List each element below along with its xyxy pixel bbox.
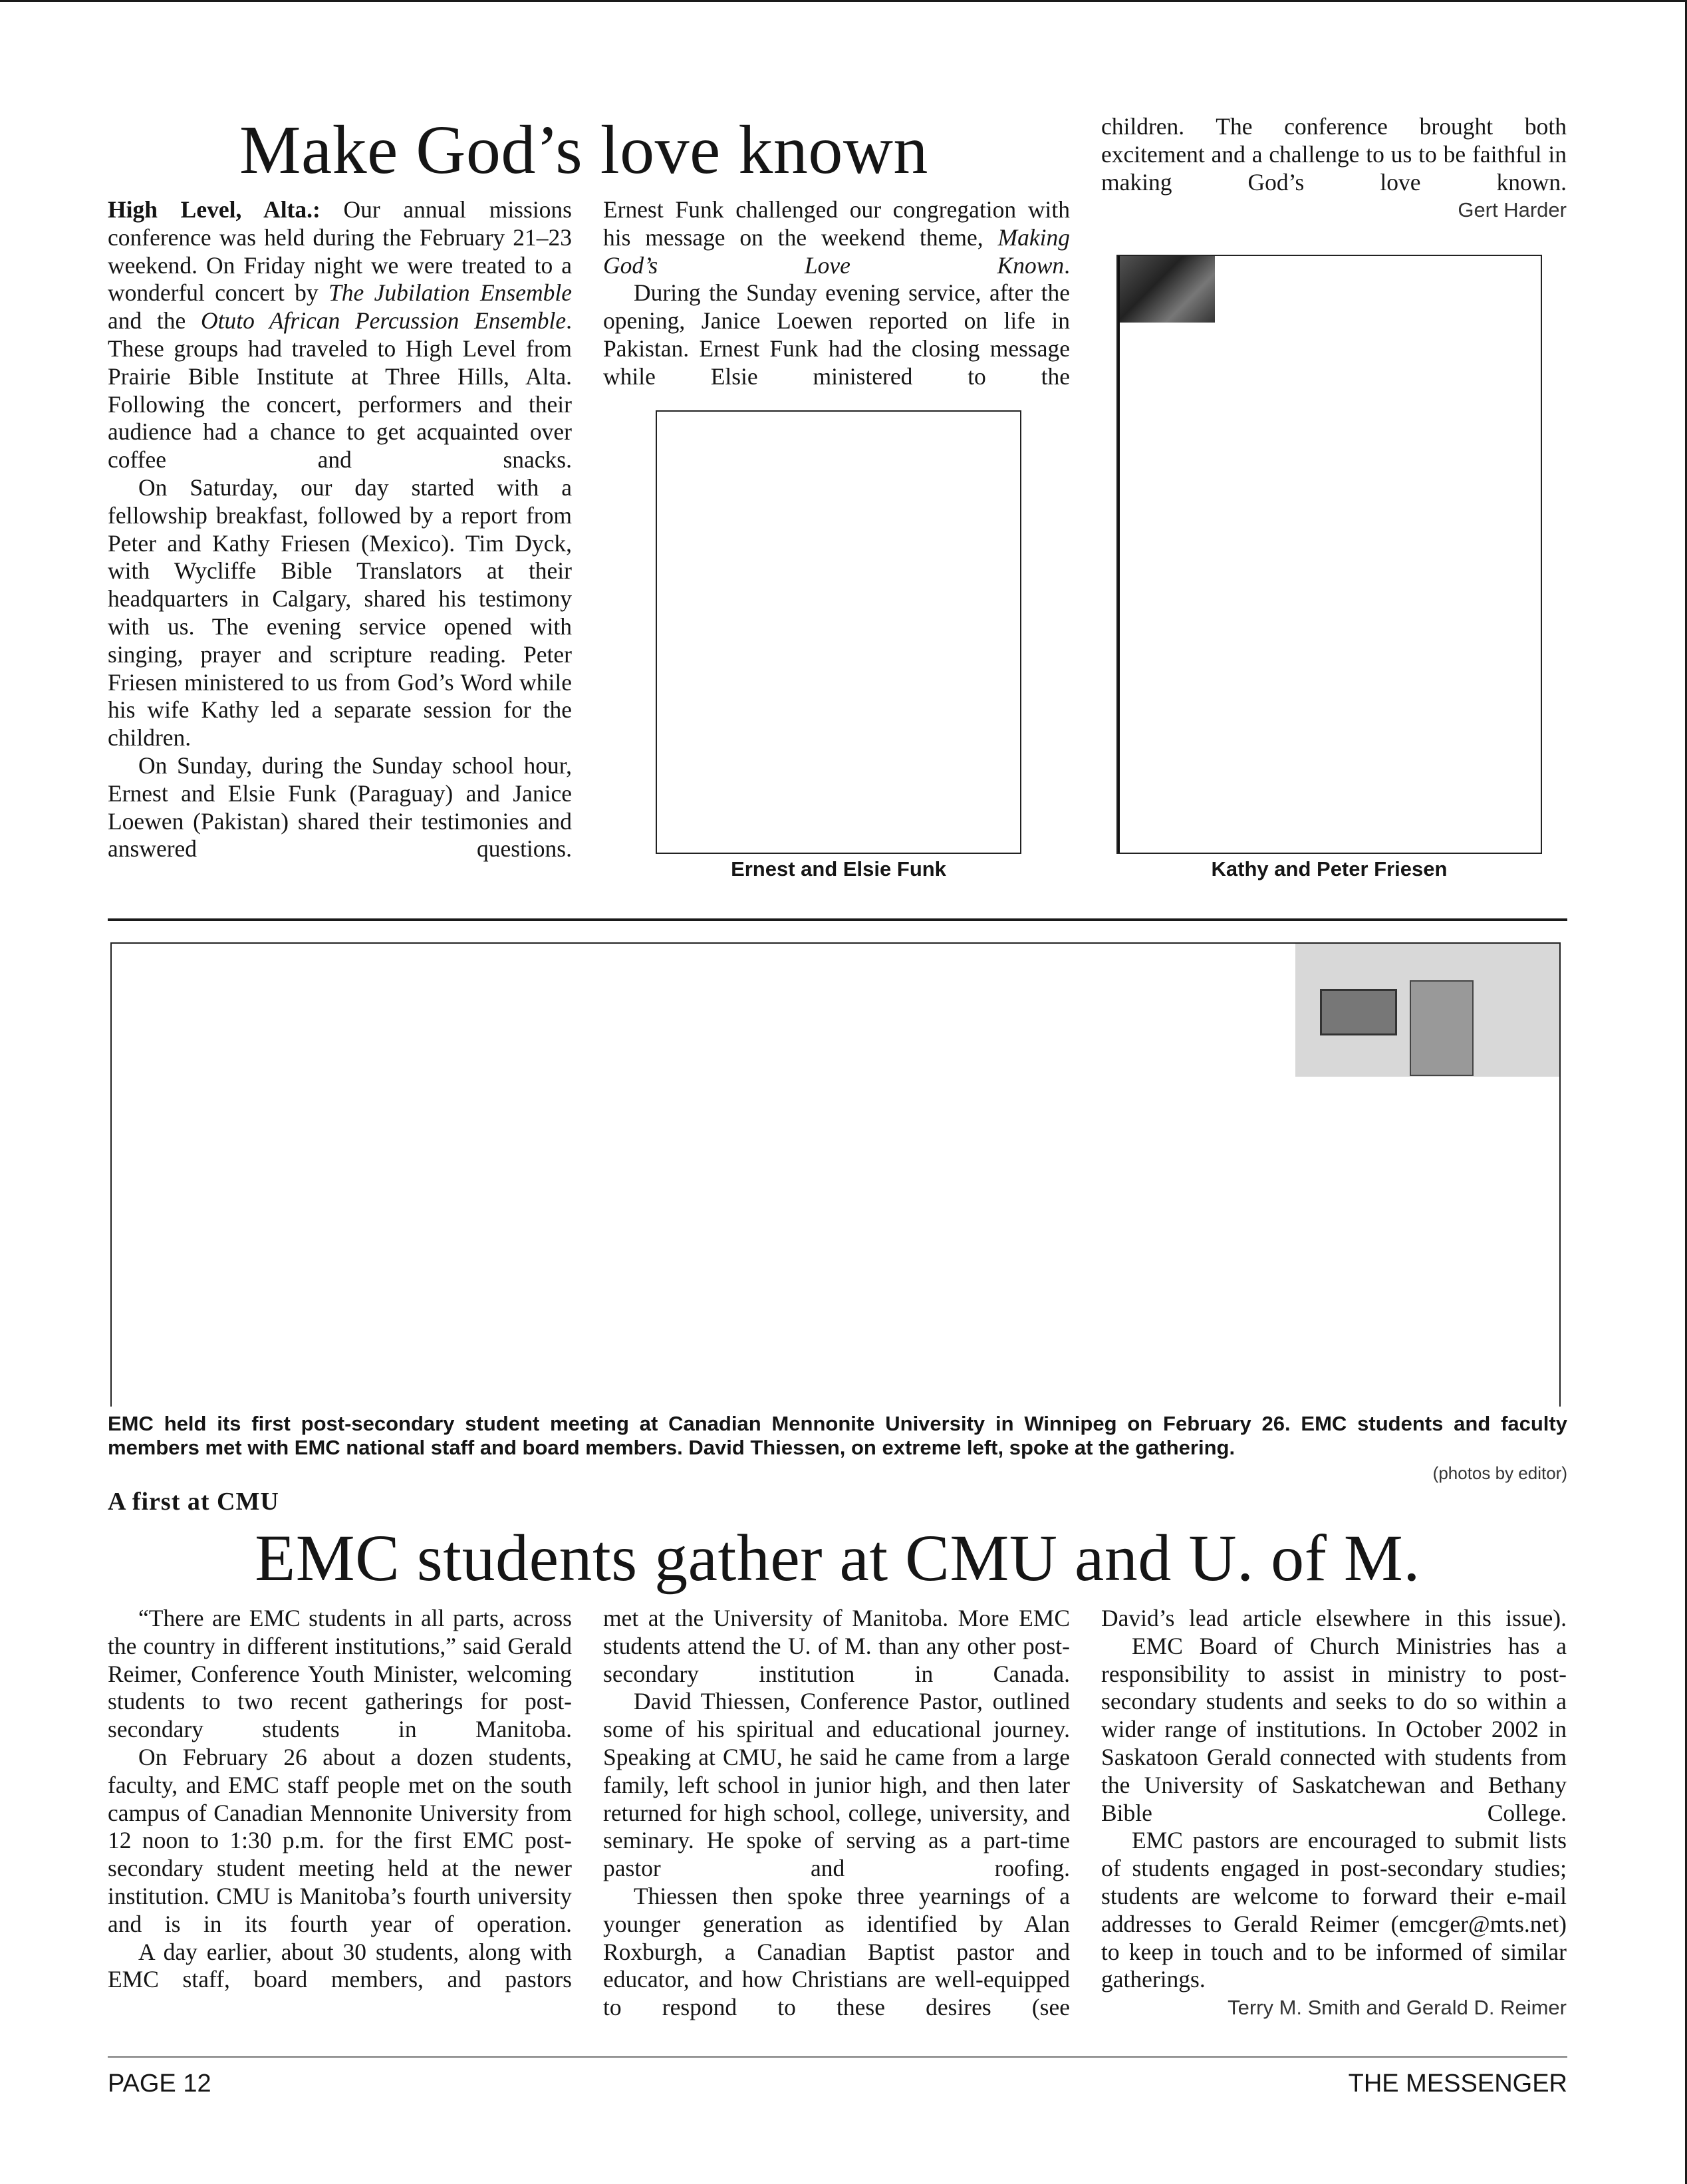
article2-headline: EMC students gather at CMU and U. of M. (255, 1521, 1420, 1595)
article2-column-3: David’s lead article elsewhere in this issue). EMC Board of Church Ministries has a responsibility to assist in ministry to post-secondary students and seeks to do so within a wider range of institutions. In October 2002 in Saskatoon Gerald connected with students from the University of Saskatchewan and Bethany Bible College. EMC pastors are encouraged to submit lists of students engaged in post-secondary studies; students are welcome to forward their e-mail addresses to Gerald Reimer (emcger@mts.net) to keep in touch and to be informed of similar gatherings. Terry M. Smith and Gerald D. Reimer (1101, 1605, 1567, 2022)
photo-fragment (1118, 256, 1215, 323)
page-number: PAGE 12 (108, 2070, 211, 2098)
article1-signature: Gert Harder (1458, 198, 1567, 222)
footer-rule (108, 2056, 1567, 2058)
article1-column-3: children. The conference brought both excitement and a challenge to us to be faithful in making God’s love known. Gert Harder (1101, 113, 1567, 224)
photo-credit: (photos by editor) (1432, 1463, 1567, 1483)
article1-column-2: Ernest Funk challenged our congregation with his message on the weekend theme, Making God’s Love Known. During the Sunday evening service, after the opening, Janice Loewen reported on life in Pakistan. Ernest Funk had the closing message while Elsie ministered to the (603, 196, 1070, 390)
article2-column-2: met at the University of Manitoba. More EMC students attend the U. of M. than any other post-secondary institution in Canada. David Thiessen, Conference Pastor, outlined some of his spiritual and educational journey. Speaking at CMU, he said he came from a large family, left school in junior high, and then later returned for high school, college, university, and seminary. He spoke of serving as a part-time pastor and roofing. Thiessen then spoke three yearnings of a younger generation as identified by Alan Roxburgh, a Canadian Baptist pastor and educator, and how Christians are well-equipped to respond to these desires (see (603, 1605, 1070, 2021)
photo-blank-overlay (112, 944, 1295, 1407)
wall-poster (1320, 989, 1397, 1035)
wall-poster (1410, 980, 1474, 1076)
dateline: High Level, Alta.: (108, 196, 321, 223)
article1-column-1: High Level, Alta.: Our annual missions conference was held during the February 21–23 weekend. On Friday night we were treated to a wonderful concert by The Jubilation Ensemble and the Otuto African Percussion Ensemble. These groups had traveled to High Level from Prairie Bible Institute at Three Hills, Alta. Following the concert, performers and their audience had a chance to get acquainted over coffee and snacks. On Saturday, our day started with a fellowship breakfast, followed by a report from Peter and Kathy Friesen (Mexico). Tim Dyck, with Wycliffe Bible Translators at their headquarters in Calgary, shared his testimony with us. The evening service opened with singing, prayer and scripture reading. Peter Friesen ministered to us from God’s Word while his wife Kathy led a separate session for the children. On Sunday, during the Sunday school hour, Ernest and Elsie Funk (Paraguay) and Janice Loewen (Pakistan) shared their testimonies and answered questions. (108, 196, 572, 863)
photo-caption-funk: Ernest and Elsie Funk (731, 857, 946, 881)
group-photo-caption: EMC held its first post-secondary student meeting at Canadian Mennonite University in Winnipeg on February 26. EMC students and faculty members met with EMC national staff and board members. David Thiessen, on extreme left, spoke at the gathering. (108, 1412, 1567, 1459)
photo-edge (1118, 256, 1120, 853)
group-photo-cmu (110, 942, 1561, 1407)
photo-kathy-peter-friesen (1116, 255, 1542, 854)
top-border (0, 0, 1687, 2)
photo-wall-fragment (1293, 944, 1559, 1077)
photo-caption-friesen: Kathy and Peter Friesen (1211, 857, 1448, 881)
article2-kicker: A first at CMU (108, 1488, 279, 1516)
photo-blank-overlay (1293, 1077, 1559, 1407)
photo-ernest-elsie-funk (656, 410, 1021, 854)
article1-headline: Make God’s love known (239, 112, 928, 188)
article2-signature: Terry M. Smith and Gerald D. Reimer (1228, 1996, 1567, 2020)
section-divider (108, 918, 1567, 921)
article2-column-1: “There are EMC students in all parts, across the country in different institutions,” said Gerald Reimer, Conference Youth Minister, welcoming students to two recent gatherings for post-secondary students in Manitoba. On February 26 about a dozen students, faculty, and EMC staff people met on the south campus of Canadian Mennonite University from 12 noon to 1:30 p.m. for the first EMC post-secondary student meeting held at the newer institution. CMU is Manitoba’s fourth university and is in its fourth year of operation. A day earlier, about 30 students, along with EMC staff, board members, and pastors (108, 1605, 572, 1993)
publication-name: THE MESSENGER (1348, 2070, 1567, 2098)
